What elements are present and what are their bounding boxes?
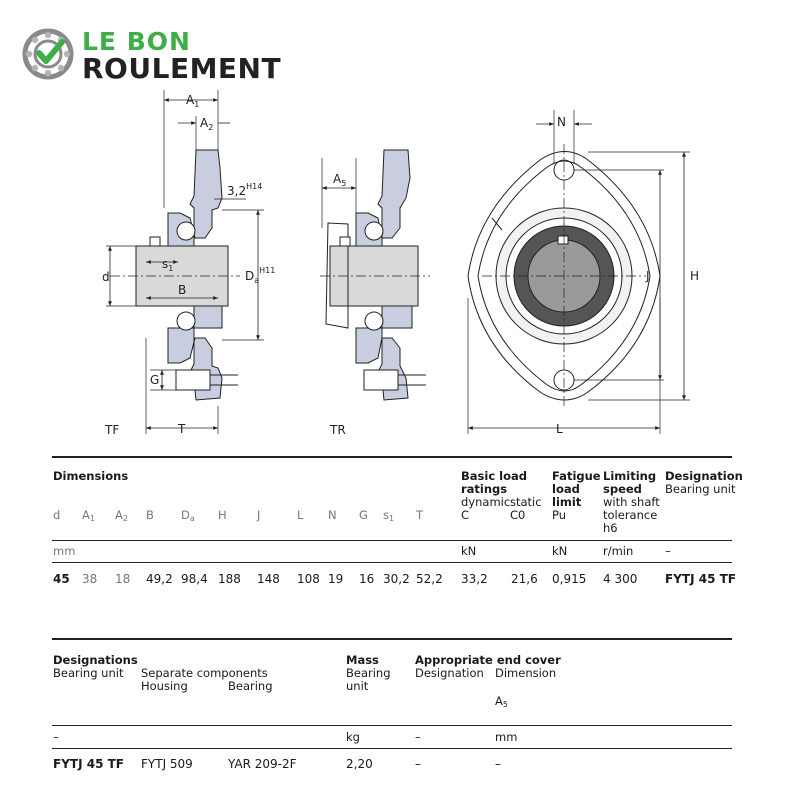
col-c: C: [461, 508, 470, 522]
val-c: 33,2: [461, 572, 488, 586]
val-pu: 0,915: [552, 572, 587, 586]
val-housing: FYTJ 509: [141, 757, 193, 771]
val-cover-designation: –: [415, 757, 421, 771]
val-t: 52,2: [416, 572, 443, 586]
val-bearing: YAR 209-2F: [228, 757, 297, 771]
logo-bearing-icon: [22, 28, 74, 80]
cover-a5-header: $A_5$: [495, 694, 508, 709]
bearing-unit-header: Bearing unit: [53, 666, 124, 680]
col-g: G: [359, 508, 368, 522]
val-l: 108: [297, 572, 320, 586]
view-label-tr: TR: [330, 423, 346, 437]
unit-bearing-unit: –: [53, 730, 59, 744]
tr-side-view: [320, 150, 430, 400]
val-j: 148: [257, 572, 280, 586]
col-h: H: [218, 508, 227, 522]
dim-fit: $3,2^{H14}$: [227, 182, 263, 198]
dim-l: L: [556, 422, 563, 436]
front-view: [468, 110, 690, 434]
val-speed: 4 300: [603, 572, 638, 586]
basic-load-header: Basic load ratings: [461, 469, 527, 496]
dim-da: $D_a^{H11}$: [245, 266, 276, 285]
designations-title: Designations: [53, 653, 138, 667]
mass-sub1: Bearing: [346, 666, 391, 680]
dim-a5: $A_5$: [333, 172, 347, 188]
dim-n: N: [557, 115, 566, 129]
val-a1: 38: [82, 572, 98, 586]
table-rule: [52, 725, 732, 726]
col-n: N: [328, 508, 337, 522]
val-g: 16: [359, 572, 375, 586]
logo-text-top: LE BON: [82, 27, 191, 56]
bearing-header: Bearing: [228, 679, 273, 693]
mass-sub2: unit: [346, 679, 369, 693]
val-d: 45: [53, 572, 70, 586]
val-n: 19: [328, 572, 344, 586]
val-mass: 2,20: [346, 757, 373, 771]
end-cover-header: Appropriate end cover: [415, 653, 561, 667]
logo-text-bottom: ROULEMENT: [82, 52, 282, 85]
basic-dynamic-label: dynamic: [461, 495, 511, 509]
col-c0: C0: [510, 508, 526, 522]
dimensions-title: Dimensions: [53, 469, 129, 483]
dim-b: B: [178, 283, 187, 297]
val-h: 188: [218, 572, 241, 586]
val-designation: FYTJ 45 TF: [665, 572, 736, 586]
dim-h: H: [690, 269, 700, 283]
col-a1: $A_1$: [82, 508, 95, 523]
val-c0: 21,6: [511, 572, 538, 586]
fatigue-header: Fatigue load limit: [552, 469, 601, 509]
unit-mm: mm: [53, 544, 76, 558]
val-cover-dimension: –: [495, 757, 501, 771]
dim-a1: $A_1$: [186, 93, 200, 109]
col-s1: $s_1$: [383, 508, 395, 523]
col-a2: $A_2$: [115, 508, 128, 523]
separate-components-header: Separate components: [141, 666, 268, 680]
dim-a2: $A_2$: [200, 116, 214, 132]
col-da: $D_a$: [181, 508, 195, 523]
table-rule: [52, 562, 732, 563]
dim-j: J: [646, 269, 650, 283]
col-t: T: [416, 508, 424, 522]
val-b: 49,2: [146, 572, 173, 586]
table-rule: [52, 456, 732, 458]
designation-sub: Bearing unit: [665, 482, 736, 496]
designation-header: Designation: [665, 469, 743, 483]
unit-cover-dimension: mm: [495, 730, 518, 744]
limiting-speed-sub: with shaft tolerance h6: [603, 495, 660, 535]
view-label-tf: TF: [105, 423, 120, 437]
val-s1: 30,2: [383, 572, 410, 586]
unit-kn-c: kN: [461, 544, 477, 558]
col-pu: Pu: [552, 508, 567, 522]
val-da: 98,4: [181, 572, 208, 586]
technical-drawing: [0, 88, 800, 448]
val-a2: 18: [115, 572, 131, 586]
unit-designation: –: [665, 544, 671, 558]
unit-cover-designation: –: [415, 730, 421, 744]
col-b: B: [146, 508, 154, 522]
unit-kn-pu: kN: [552, 544, 568, 558]
mass-header: Mass: [346, 653, 379, 667]
unit-mass: kg: [346, 730, 360, 744]
col-l: L: [297, 508, 304, 522]
table-rule: [52, 540, 732, 541]
col-d: d: [53, 508, 61, 522]
dim-s1: $s_1$: [162, 257, 174, 273]
unit-speed: r/min: [603, 544, 634, 558]
cover-dimension-header: Dimension: [495, 666, 557, 680]
dim-d: d: [102, 270, 110, 284]
cover-designation-header: Designation: [415, 666, 484, 680]
limiting-speed-header: Limiting speed: [603, 469, 657, 496]
dim-t: T: [178, 422, 186, 436]
val-bearing-unit: FYTJ 45 TF: [53, 757, 124, 771]
dim-g: G: [150, 373, 160, 387]
table-rule: [52, 748, 732, 749]
col-j: J: [257, 508, 261, 522]
basic-static-label: static: [510, 495, 542, 509]
housing-header: Housing: [141, 679, 188, 693]
table-rule: [52, 638, 732, 640]
